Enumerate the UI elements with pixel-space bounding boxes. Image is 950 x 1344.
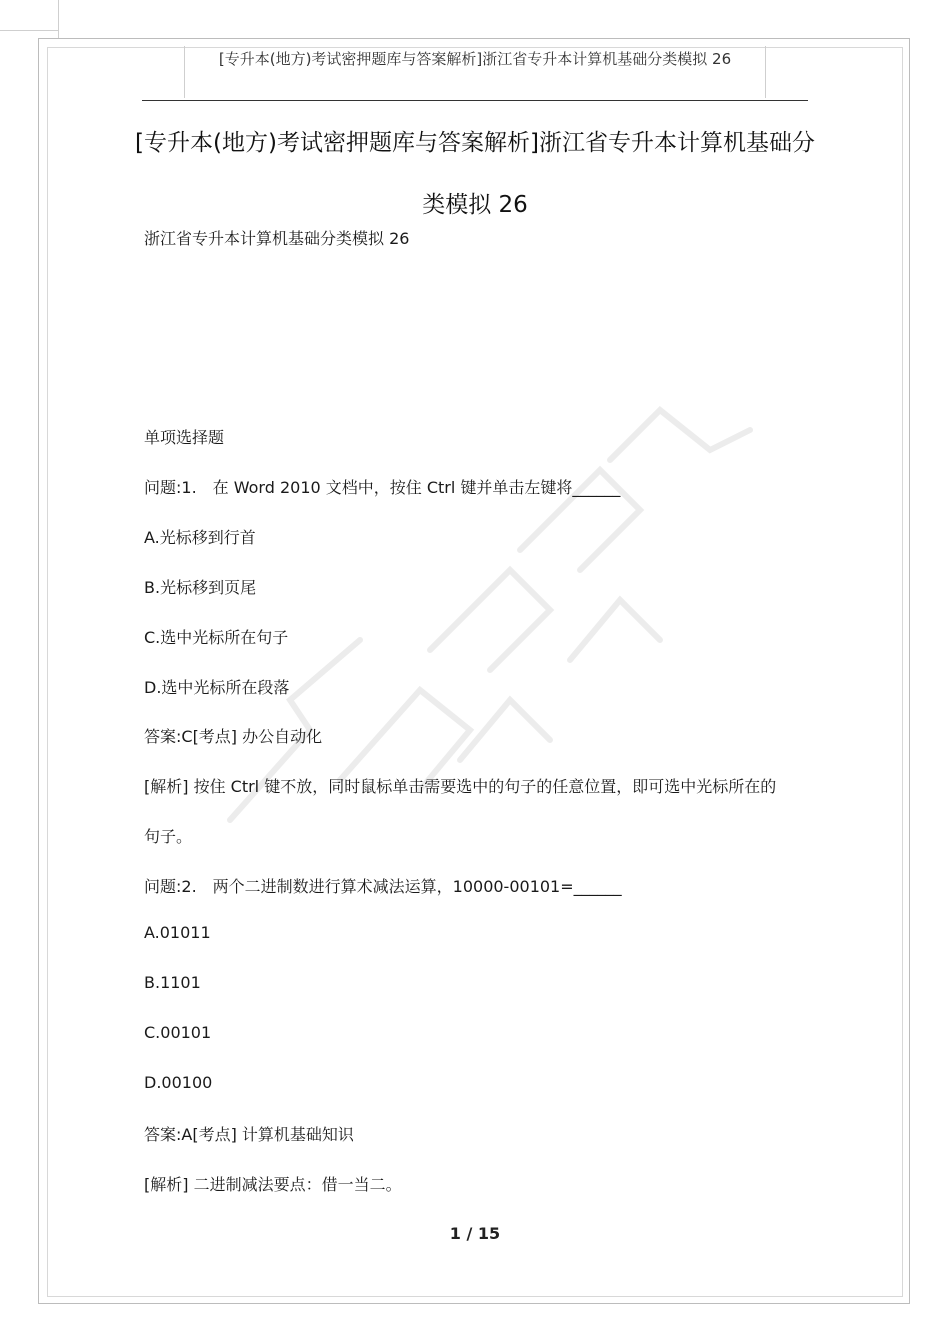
question-2-option-d: D.00100 <box>144 1073 213 1092</box>
question-2-analysis: [解析] 二进制减法要点：借一当二。 <box>144 1175 402 1194</box>
section-heading: 单项选择题 <box>144 428 225 447</box>
document-subtitle: 浙江省专升本计算机基础分类模拟 26 <box>144 229 410 248</box>
question-1-option-a: A.光标移到行首 <box>144 528 256 547</box>
question-1-text: 问题:1. 在 Word 2010 文档中，按住 Ctrl 键并单击左键将______ <box>144 478 621 497</box>
document-title-line-2: 类模拟 26 <box>422 192 528 218</box>
page-number: 1 / 15 <box>449 1224 501 1243</box>
question-1-option-b: B.光标移到页尾 <box>144 578 257 597</box>
question-2-option-c: C.00101 <box>144 1023 212 1042</box>
document-title <box>130 112 820 236</box>
header-rule <box>142 100 808 101</box>
document-title-line-1: [专升本(地方)考试密押题库与答案解析]浙江省专升本计算机基础分 <box>135 130 815 156</box>
question-2-text: 问题:2. 两个二进制数进行算术减法运算，10000-00101=______ <box>144 877 622 896</box>
question-2-option-b: B.1101 <box>144 973 201 992</box>
crop-mark-horizontal <box>0 30 58 31</box>
running-header: [专升本(地方)考试密押题库与答案解析]浙江省专升本计算机基础分类模拟 26 <box>218 50 732 68</box>
question-2-answer: 答案:A[考点] 计算机基础知识 <box>144 1125 354 1144</box>
question-1-answer: 答案:C[考点] 办公自动化 <box>144 727 323 746</box>
question-1-option-c: C.选中光标所在句子 <box>144 628 289 647</box>
question-2-option-a: A.01011 <box>144 923 211 942</box>
question-1-option-d: D.选中光标所在段落 <box>144 678 290 697</box>
question-1-analysis: [解析] 按住 Ctrl 键不放，同时鼠标单击需要选中的句子的任意位置，即可选中光标所在的 <box>144 777 777 796</box>
question-1-analysis-cont: 句子。 <box>144 827 193 846</box>
crop-mark-vertical <box>58 0 59 38</box>
